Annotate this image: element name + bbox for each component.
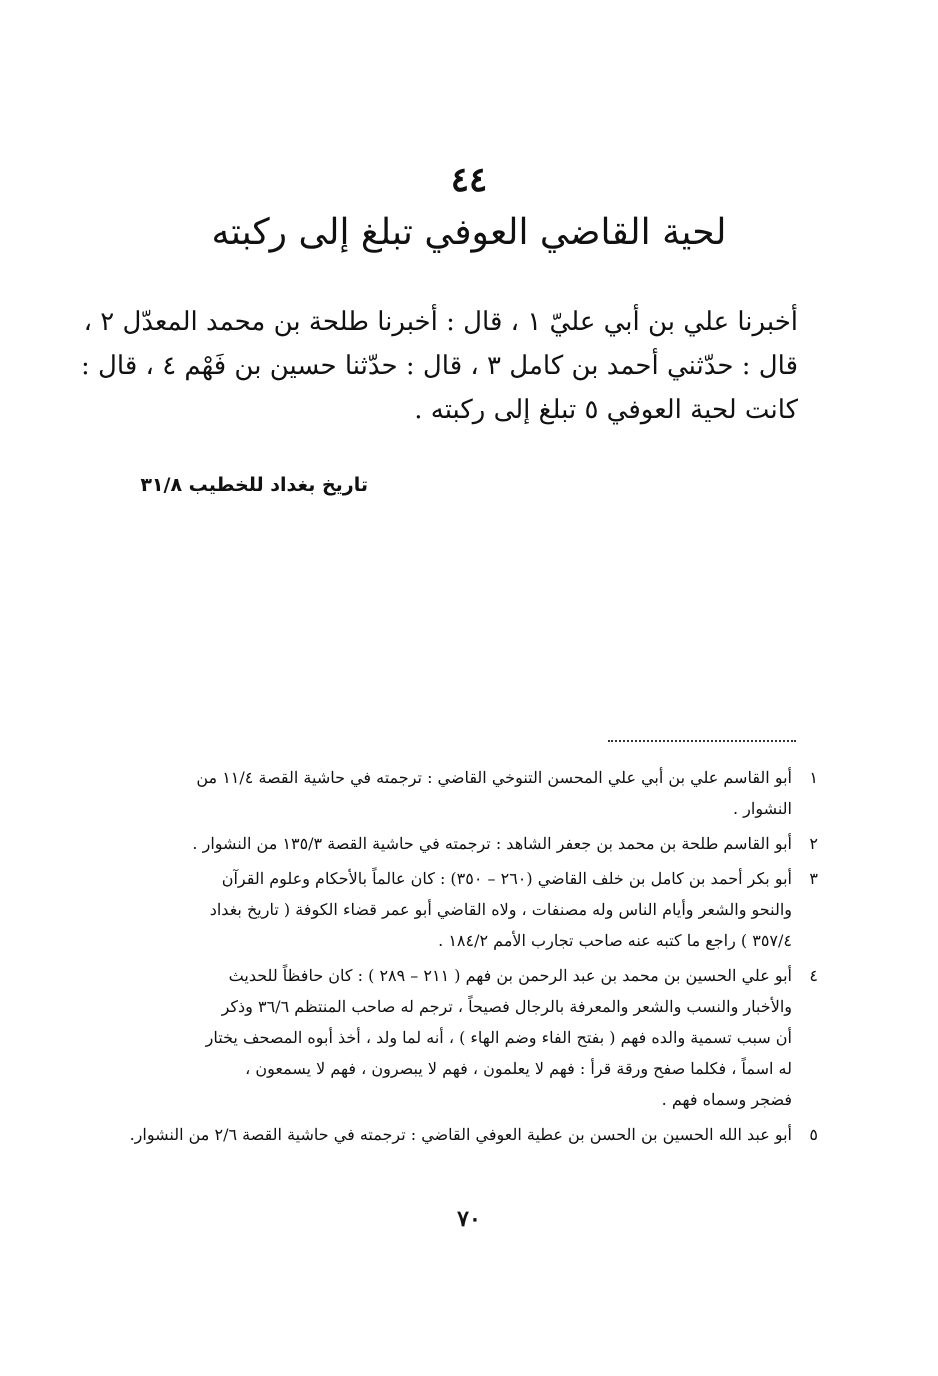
- footnote-item: [118, 1119, 818, 1150]
- main-text-line: قال : حدّثني أحمد بن كامل ٣ ، قال : حدّثنا حسين بن فَهْم ٤ ، قال :: [81, 351, 798, 381]
- footnote-text: [118, 762, 792, 824]
- footnote-line: أبو عبد الله الحسين بن الحسن بن عطية العوفي القاضي : ترجمته في حاشية القصة ٢/٦ من النشوار.: [129, 1125, 792, 1144]
- footnote-line: أبو القاسم طلحة بن محمد بن جعفر الشاهد : ترجمته في حاشية القصة ١٣٥/٣ من النشوار .: [192, 834, 792, 853]
- footnote-line: والنحو والشعر وأيام الناس وله مصنفات ، ولاه القاضي أبو عمر قضاء الكوفة ( تاريخ بغداد: [209, 900, 792, 919]
- footnote-number: ٥: [809, 1125, 818, 1144]
- footnote-number: ٤: [809, 966, 818, 985]
- footnotes: [118, 762, 818, 1154]
- footnote-item: [118, 960, 818, 1115]
- story-number: ٤٤: [450, 160, 488, 200]
- main-text-line: أخبرنا علي بن أبي عليّ ١ ، قال : أخبرنا طلحة بن محمد المعدّل ٢ ،: [83, 307, 798, 337]
- footnote-line: أن سبب تسمية والده فهم ( بفتح الفاء وضم الهاء ) ، أنه لما ولد ، أخذ أبوه المصحف يختار: [205, 1028, 792, 1047]
- story-title: لحية القاضي العوفي تبلغ إلى ركبته: [211, 212, 727, 253]
- footnote-item: [118, 762, 818, 824]
- footnote-line: أبو القاسم علي بن أبي علي المحسن التنوخي القاضي : ترجمته في حاشية القصة ١١/٤ من: [196, 768, 792, 787]
- footnote-text: [118, 1119, 792, 1150]
- footnote-text: [118, 828, 792, 859]
- footnote-line: ٣٥٧/٤ ) راجع ما كتبه عنه صاحب تجارب الأمم ١٨٤/٢ .: [438, 931, 792, 950]
- footnote-item: [118, 828, 818, 859]
- footnote-line: أبو علي الحسين بن محمد بن عبد الرحمن بن فهم ( ٢١١ – ٢٨٩ ) : كان حافظاً للحديث: [228, 966, 792, 985]
- footnote-line: له اسماً ، فكلما صفح ورقة قرأ : فهم لا يعلمون ، فهم لا يبصرون ، فهم لا يسمعون ،: [245, 1059, 792, 1078]
- main-text-line: كانت لحية العوفي ٥ تبلغ إلى ركبته .: [414, 395, 798, 425]
- footnote-divider: [608, 740, 796, 742]
- source-citation: تاريخ بغداد للخطيب ٣١/٨: [140, 474, 368, 496]
- footnote-number: ٢: [809, 834, 818, 853]
- footnote-line: النشوار .: [732, 799, 792, 818]
- footnote-line: فضجر وسماه فهم .: [661, 1090, 792, 1109]
- footnote-text: [118, 960, 792, 1115]
- main-text: [81, 300, 798, 432]
- footnote-line: والأخبار والنسب والشعر والمعرفة بالرجال فصيحاً ، ترجم له صاحب المنتظم ٣٦/٦ وذكر: [221, 997, 792, 1016]
- page-number: ٧٠: [457, 1206, 481, 1232]
- footnote-line: أبو بكر أحمد بن كامل بن خلف القاضي (٢٦٠ – ٣٥٠) : كان عالماً بالأحكام وعلوم القرآن: [221, 869, 792, 888]
- footnote-number: ٣: [809, 869, 818, 888]
- footnote-item: [118, 863, 818, 956]
- footnote-number: ١: [809, 768, 818, 787]
- footnote-text: [118, 863, 792, 956]
